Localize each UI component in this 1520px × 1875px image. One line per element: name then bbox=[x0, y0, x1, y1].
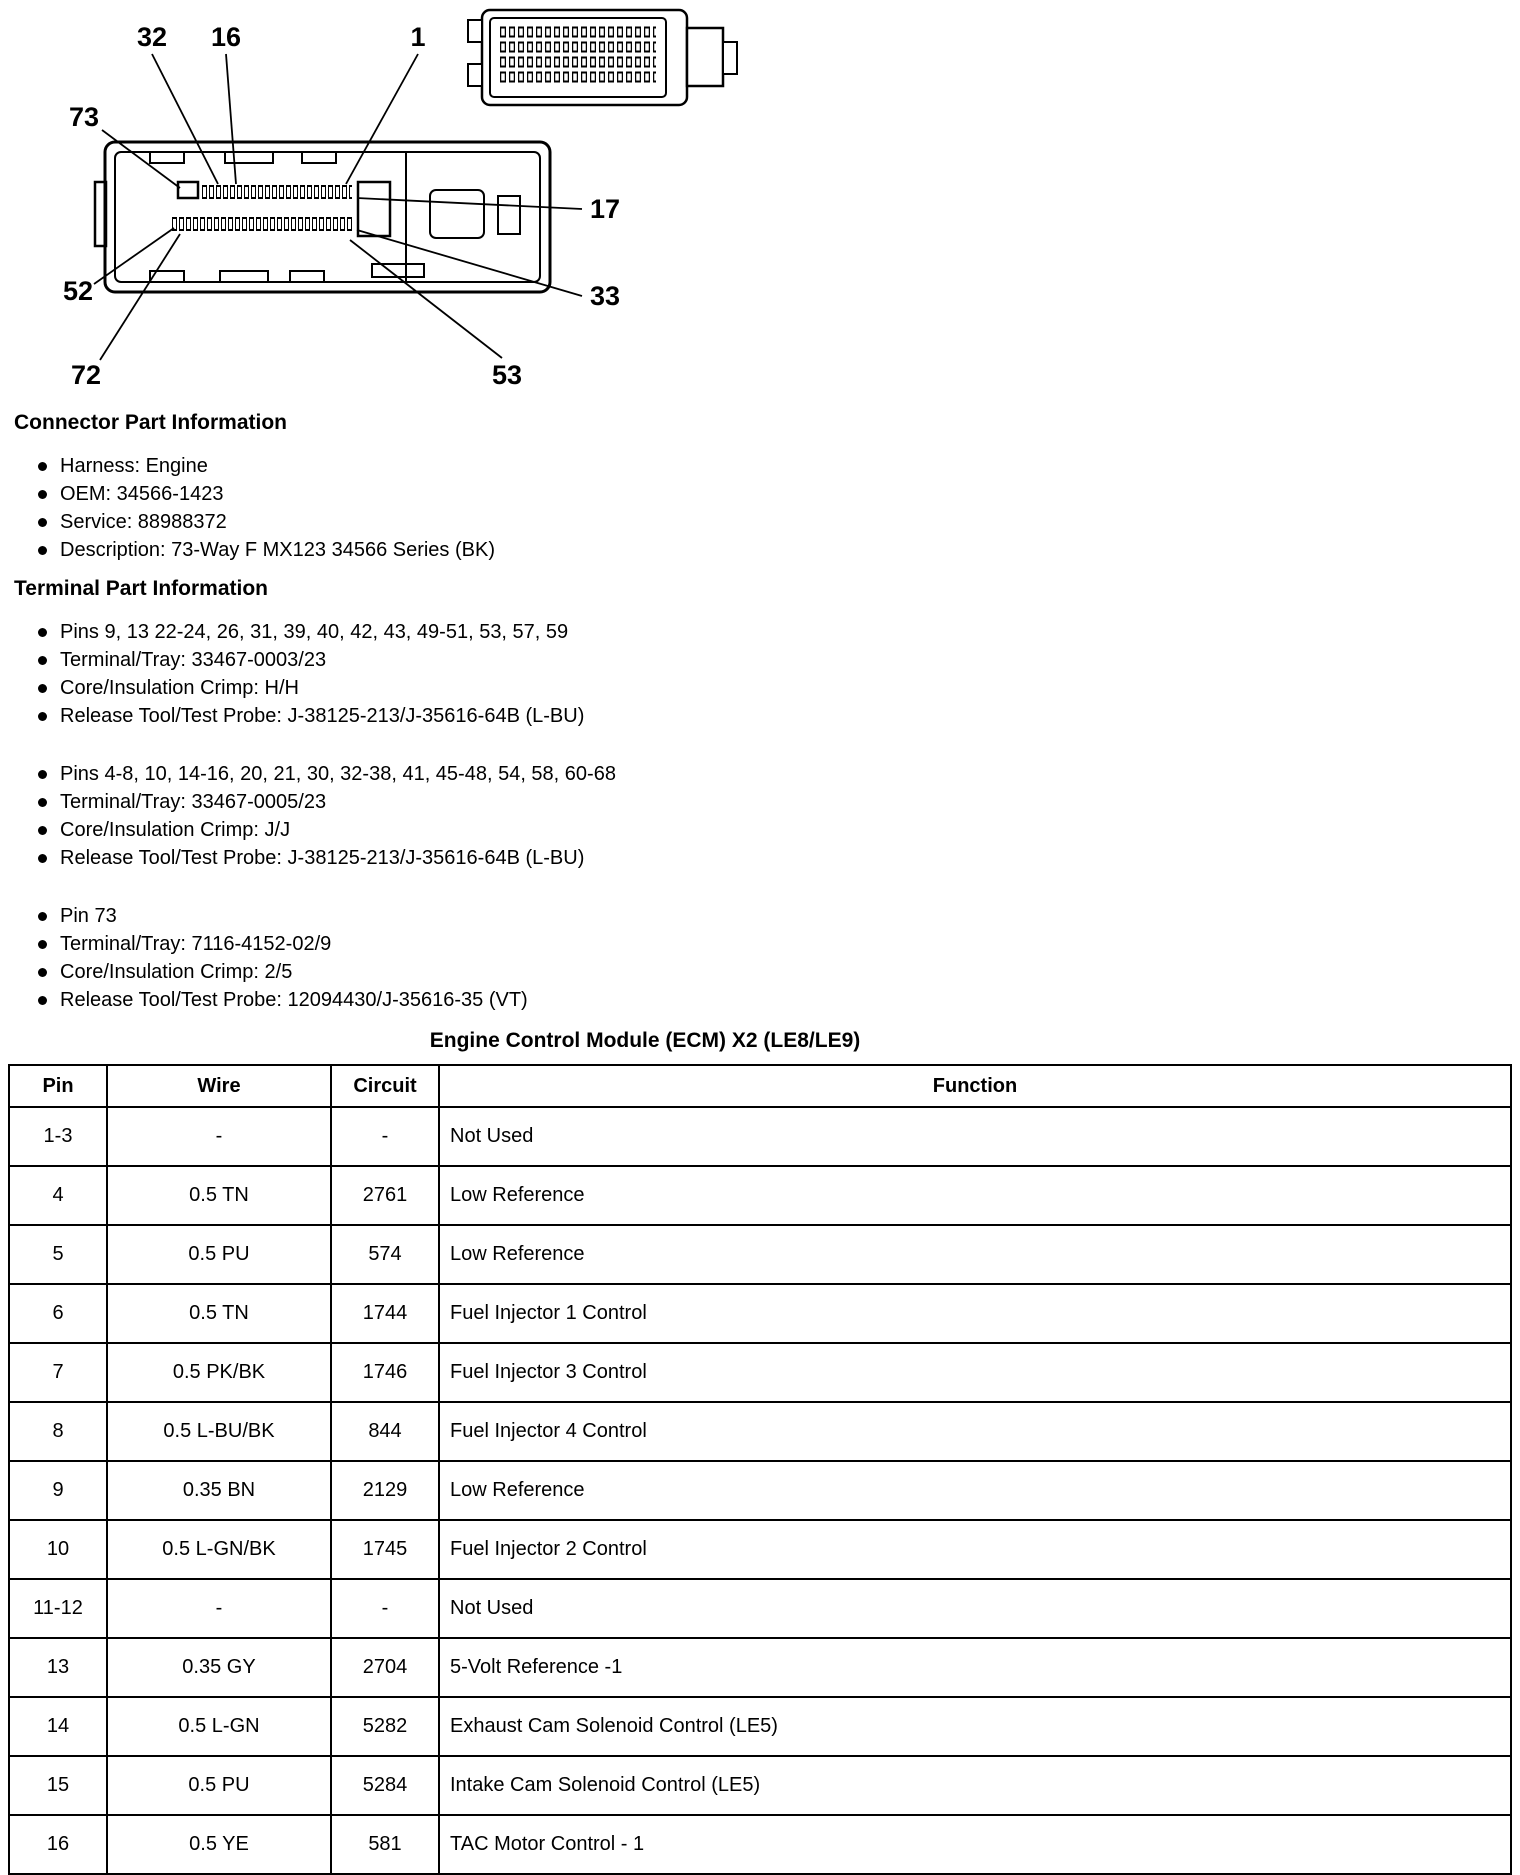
bullet-icon bbox=[38, 684, 47, 693]
table-row bbox=[9, 1166, 1511, 1225]
terminal-part-info-heading: Terminal Part Information bbox=[14, 577, 268, 600]
list-item bbox=[38, 902, 1520, 930]
list-item-text: Description: 73-Way F MX123 34566 Series (BK) bbox=[60, 538, 495, 561]
cell-circuit: 2704 bbox=[331, 1638, 439, 1697]
cell-wire: 0.5 TN bbox=[107, 1166, 331, 1225]
cell-wire: 0.35 BN bbox=[107, 1461, 331, 1520]
cell-pin: 1-3 bbox=[9, 1107, 107, 1166]
table-row bbox=[9, 1815, 1511, 1874]
cell-function: TAC Motor Control - 1 bbox=[439, 1815, 1511, 1874]
list-item-text: Service: 88988372 bbox=[60, 510, 227, 533]
bullet-icon bbox=[38, 770, 47, 779]
bullet-icon bbox=[38, 462, 47, 471]
cell-pin: 16 bbox=[9, 1815, 107, 1874]
cell-function: Low Reference bbox=[439, 1225, 1511, 1284]
table-row bbox=[9, 1579, 1511, 1638]
list-item-text: Pins 4-8, 10, 14-16, 20, 21, 30, 32-38, 41, 45-48, 54, 58, 60-68 bbox=[60, 762, 616, 785]
list-item-text: Harness: Engine bbox=[60, 454, 208, 477]
terminal-group bbox=[38, 618, 1520, 730]
list-item bbox=[38, 930, 1520, 958]
terminal-group bbox=[38, 760, 1520, 872]
bullet-icon bbox=[38, 490, 47, 499]
bullet-icon bbox=[38, 712, 47, 721]
cell-function: Low Reference bbox=[439, 1461, 1511, 1520]
pin-table-body bbox=[9, 1107, 1511, 1874]
cell-pin: 14 bbox=[9, 1697, 107, 1756]
list-item-text: Release Tool/Test Probe: J-38125-213/J-35616-64B (L-BU) bbox=[60, 704, 585, 727]
terminal-group bbox=[38, 902, 1520, 1014]
table-row bbox=[9, 1520, 1511, 1579]
list-item bbox=[38, 674, 1520, 702]
table-row bbox=[9, 1107, 1511, 1166]
table-row bbox=[9, 1284, 1511, 1343]
callout-17: 17 bbox=[590, 194, 621, 224]
list-item-text: Terminal/Tray: 33467-0003/23 bbox=[60, 648, 327, 671]
callout-72: 72 bbox=[70, 360, 102, 390]
terminal-groups bbox=[0, 618, 1520, 1014]
cell-function: Fuel Injector 1 Control bbox=[439, 1284, 1511, 1343]
bullet-icon bbox=[38, 940, 47, 949]
cell-pin: 13 bbox=[9, 1638, 107, 1697]
callout-52: 52 bbox=[62, 276, 94, 306]
list-item-text: Core/Insulation Crimp: H/H bbox=[60, 676, 299, 699]
cell-wire: - bbox=[107, 1107, 331, 1166]
bullet-icon bbox=[38, 996, 47, 1005]
list-item bbox=[38, 480, 1520, 508]
cell-circuit: 2129 bbox=[331, 1461, 439, 1520]
list-item-text: Core/Insulation Crimp: J/J bbox=[60, 818, 291, 841]
cell-circuit: 5284 bbox=[331, 1756, 439, 1815]
cell-pin: 15 bbox=[9, 1756, 107, 1815]
table-title: Engine Control Module (ECM) X2 (LE8/LE9) bbox=[429, 1029, 861, 1052]
list-item bbox=[38, 452, 1520, 480]
list-item bbox=[38, 986, 1520, 1014]
cell-wire: 0.5 TN bbox=[107, 1284, 331, 1343]
cell-pin: 7 bbox=[9, 1343, 107, 1402]
cell-wire: 0.5 PK/BK bbox=[107, 1343, 331, 1402]
table-row bbox=[9, 1697, 1511, 1756]
connector-diagram bbox=[40, 2, 780, 400]
cell-function: Not Used bbox=[439, 1107, 1511, 1166]
col-header-function: Function bbox=[439, 1065, 1511, 1107]
list-item bbox=[38, 958, 1520, 986]
list-item bbox=[38, 536, 1520, 564]
cell-function: Fuel Injector 4 Control bbox=[439, 1402, 1511, 1461]
list-item bbox=[38, 788, 1520, 816]
list-item-text: Pin 73 bbox=[60, 904, 117, 927]
bullet-icon bbox=[38, 912, 47, 921]
cell-circuit: - bbox=[331, 1579, 439, 1638]
list-item bbox=[38, 618, 1520, 646]
bullet-icon bbox=[38, 854, 47, 863]
callout-33: 33 bbox=[590, 281, 621, 311]
list-item-text: OEM: 34566-1423 bbox=[60, 482, 224, 505]
table-row bbox=[9, 1402, 1511, 1461]
cell-function: Not Used bbox=[439, 1579, 1511, 1638]
cell-circuit: 2761 bbox=[331, 1166, 439, 1225]
cell-pin: 11-12 bbox=[9, 1579, 107, 1638]
cell-circuit: 844 bbox=[331, 1402, 439, 1461]
table-row bbox=[9, 1756, 1511, 1815]
callout-73: 73 bbox=[68, 102, 100, 132]
cell-circuit: 1746 bbox=[331, 1343, 439, 1402]
cell-wire: 0.5 L-GN/BK bbox=[107, 1520, 331, 1579]
bullet-icon bbox=[38, 518, 47, 527]
cell-circuit: 574 bbox=[331, 1225, 439, 1284]
bullet-icon bbox=[38, 968, 47, 977]
cell-circuit: - bbox=[331, 1107, 439, 1166]
cell-circuit: 1745 bbox=[331, 1520, 439, 1579]
cell-pin: 5 bbox=[9, 1225, 107, 1284]
cell-function: Fuel Injector 2 Control bbox=[439, 1520, 1511, 1579]
connector-part-info-list bbox=[38, 452, 1520, 564]
callout-32: 32 bbox=[136, 22, 168, 52]
cell-wire: 0.5 L-GN bbox=[107, 1697, 331, 1756]
bullet-icon bbox=[38, 798, 47, 807]
table-header-row bbox=[9, 1065, 1511, 1107]
callout-16: 16 bbox=[210, 22, 242, 52]
connector-diagram-section bbox=[0, 0, 1520, 398]
list-item-text: Terminal/Tray: 33467-0005/23 bbox=[60, 790, 327, 813]
cell-circuit: 1744 bbox=[331, 1284, 439, 1343]
bullet-icon bbox=[38, 826, 47, 835]
callout-53: 53 bbox=[491, 360, 523, 390]
table-row bbox=[9, 1225, 1511, 1284]
cell-wire: 0.5 PU bbox=[107, 1225, 331, 1284]
cell-pin: 6 bbox=[9, 1284, 107, 1343]
bullet-icon bbox=[38, 546, 47, 555]
list-item-text: Release Tool/Test Probe: J-38125-213/J-35616-64B (L-BU) bbox=[60, 846, 585, 869]
cell-wire: 0.5 PU bbox=[107, 1756, 331, 1815]
cell-function: Fuel Injector 3 Control bbox=[439, 1343, 1511, 1402]
callout-1: 1 bbox=[410, 22, 426, 52]
cell-function: 5-Volt Reference -1 bbox=[439, 1638, 1511, 1697]
list-item bbox=[38, 646, 1520, 674]
cell-pin: 8 bbox=[9, 1402, 107, 1461]
cell-pin: 10 bbox=[9, 1520, 107, 1579]
list-item bbox=[38, 816, 1520, 844]
cell-wire: 0.5 L-BU/BK bbox=[107, 1402, 331, 1461]
bullet-icon bbox=[38, 628, 47, 637]
connector-part-info-heading: Connector Part Information bbox=[14, 411, 288, 434]
col-header-wire: Wire bbox=[107, 1065, 331, 1107]
list-item bbox=[38, 702, 1520, 730]
list-item-text: Core/Insulation Crimp: 2/5 bbox=[60, 960, 293, 983]
table-row bbox=[9, 1638, 1511, 1697]
col-header-circuit: Circuit bbox=[331, 1065, 439, 1107]
bullet-icon bbox=[38, 656, 47, 665]
cell-wire: 0.5 YE bbox=[107, 1815, 331, 1874]
table-row bbox=[9, 1343, 1511, 1402]
cell-function: Low Reference bbox=[439, 1166, 1511, 1225]
cell-function: Exhaust Cam Solenoid Control (LE5) bbox=[439, 1697, 1511, 1756]
list-item-text: Terminal/Tray: 7116-4152-02/9 bbox=[60, 932, 332, 955]
list-item-text: Release Tool/Test Probe: 12094430/J-35616-35 (VT) bbox=[60, 988, 528, 1011]
cell-wire: - bbox=[107, 1579, 331, 1638]
list-item bbox=[38, 508, 1520, 536]
cell-function: Intake Cam Solenoid Control (LE5) bbox=[439, 1756, 1511, 1815]
cell-pin: 4 bbox=[9, 1166, 107, 1225]
list-item-text: Pins 9, 13 22-24, 26, 31, 39, 40, 42, 43, 49-51, 53, 57, 59 bbox=[60, 620, 569, 643]
cell-circuit: 5282 bbox=[331, 1697, 439, 1756]
col-header-pin: Pin bbox=[9, 1065, 107, 1107]
cell-pin: 9 bbox=[9, 1461, 107, 1520]
cell-wire: 0.35 GY bbox=[107, 1638, 331, 1697]
table-row bbox=[9, 1461, 1511, 1520]
list-item bbox=[38, 760, 1520, 788]
pin-table bbox=[8, 1064, 1512, 1875]
list-item bbox=[38, 844, 1520, 872]
cell-circuit: 581 bbox=[331, 1815, 439, 1874]
